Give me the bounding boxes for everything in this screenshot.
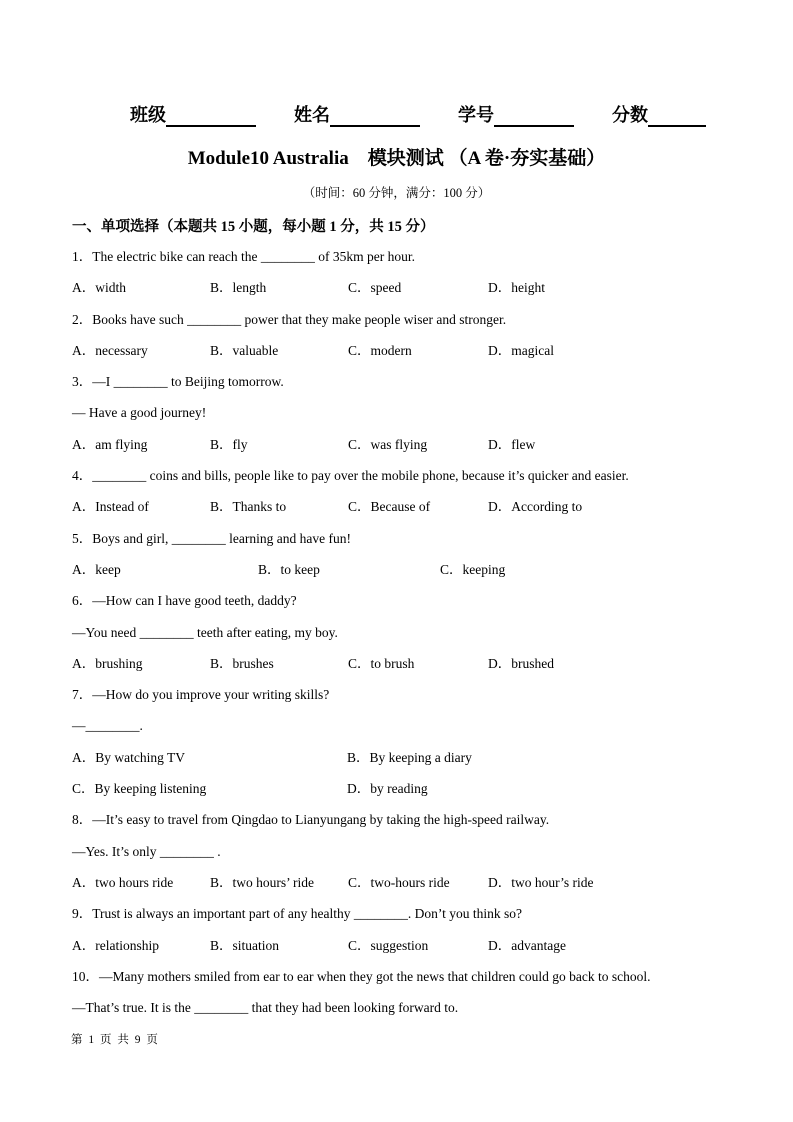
option-b: B．By keeping a diary [347,749,472,765]
question-stem: 6．—How can I have good teeth, daddy? [72,593,297,609]
option-b: B．two hours’ ride [210,874,314,890]
option-c: C．was flying [348,436,428,452]
field-class [130,101,256,127]
question-stem: 2．Books have such ________ power that they make people wiser and stronger. [72,311,507,327]
exam-subtitle: （时间：60 分钟，满分：100 分） [302,186,491,200]
option-row [72,930,732,961]
question-7 [72,679,732,804]
field-class-label: 班级 [130,105,166,125]
question-8 [72,804,732,898]
question-10 [72,961,732,1024]
option-d: D．advantage [488,937,566,953]
page-footer: 第 1 页 共 9 页 [71,1034,160,1046]
option-row [72,773,732,804]
option-row [72,867,732,898]
field-score-blank [648,108,706,127]
option-b: B．length [210,280,267,296]
field-score-label: 分数 [612,105,648,125]
option-row [72,742,732,773]
question-reply: —Yes. It’s only ________ . [72,843,221,859]
field-score [612,101,706,127]
option-row [72,335,732,366]
field-class-blank [166,108,256,127]
option-a: A．Instead of [72,499,149,515]
option-d: D．brushed [488,655,554,671]
option-a: A．relationship [72,937,159,953]
option-c: C．modern [348,342,412,358]
option-c: C．suggestion [348,937,429,953]
option-row [72,648,732,679]
question-2 [72,304,732,367]
option-a: A．brushing [72,655,143,671]
question-stem: 10．—Many mothers smiled from ear to ear when they got the news that children could go back to school. [72,968,651,984]
field-student-id-label: 学号 [458,105,494,125]
question-9 [72,898,732,961]
question-stem: 9．Trust is always an important part of any healthy ________. Don’t you think so? [72,906,522,922]
option-a: A．By watching TV [72,749,185,765]
option-a: A．keep [72,561,121,577]
exam-title: Module10 Australia 模块测试 （A 卷·夯实基础） [187,148,606,169]
question-stem: 1．The electric bike can reach the ________ of 35km per hour. [72,249,416,264]
option-b: B．brushes [210,655,274,671]
option-b: B．valuable [210,342,279,358]
option-a: A．am flying [72,436,148,452]
option-d: D．two hour’s ride [488,874,594,890]
question-stem: 4．________ coins and bills, people like to pay over the mobile phone, because it’s quicker and easier. [72,468,629,484]
option-a: A．two hours ride [72,874,174,890]
option-row [72,554,732,585]
option-b: B．fly [210,436,248,452]
question-3 [72,366,732,460]
student-info-row [130,101,706,127]
option-c: C．to brush [348,655,415,671]
question-stem: 8．—It’s easy to travel from Qingdao to Lianyungang by taking the high-speed railway. [72,812,550,828]
question-stem: 5．Boys and girl, ________ learning and have fun! [72,530,351,546]
option-row [72,272,732,303]
field-student-id [458,101,574,127]
question-4 [72,460,732,523]
option-row [72,491,732,522]
option-b: B．situation [210,937,280,953]
option-d: D．height [488,280,545,296]
field-name [294,101,420,127]
option-c: C．By keeping listening [72,781,207,797]
question-6 [72,585,732,679]
field-name-blank [330,108,420,127]
option-b: B．Thanks to [210,499,287,515]
option-d: D．According to [488,499,583,515]
question-reply: —________. [72,718,143,734]
field-name-label: 姓名 [294,105,330,125]
option-d: D．flew [488,436,536,452]
field-student-id-blank [494,108,574,127]
question-stem: 7．—How do you improve your writing skills? [72,687,330,703]
question-reply: —That’s true. It is the ________ that they had been looking forward to. [72,1000,459,1016]
option-d: D．by reading [347,781,428,797]
option-c: C．two-hours ride [348,874,450,890]
option-a: A．width [72,280,126,296]
section-heading: 一、单项选择（本题共 15 小题，每小题 1 分，共 15 分） [72,219,435,235]
questions-area [72,241,732,1023]
option-row [72,429,732,460]
option-c: C．keeping [440,561,506,577]
option-a: A．necessary [72,342,148,358]
question-5 [72,523,732,586]
option-c: C．Because of [348,499,431,515]
question-reply: —You need ________ teeth after eating, my boy. [72,624,338,640]
option-b: B．to keep [258,561,320,577]
option-c: C．speed [348,280,402,296]
question-reply: — Have a good journey! [72,405,207,421]
question-1 [72,241,732,304]
option-d: D．magical [488,342,554,358]
question-stem: 3．—I ________ to Beijing tomorrow. [72,374,284,390]
